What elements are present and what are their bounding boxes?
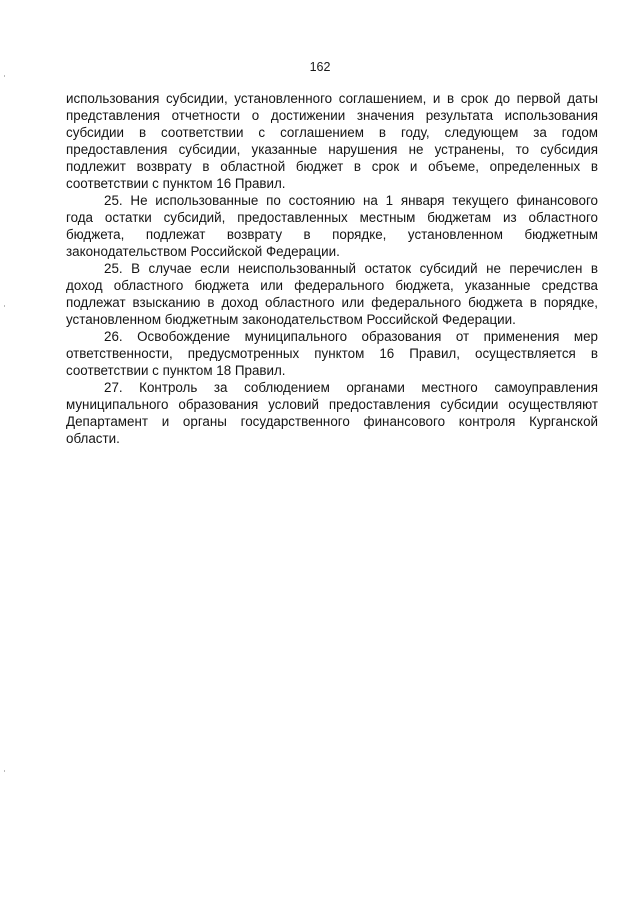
text-line: 27. Контроль за соблюдением органами местного самоуправления <box>104 380 598 395</box>
scan-margin-mark <box>4 770 5 772</box>
text-line: муниципального образования условий предоставления субсидии осуществляют <box>66 397 598 412</box>
text-line: предоставления субсидии, указанные нарушения не устранены, то субсидия <box>66 142 598 157</box>
text-line: 25. Не использованные по состоянию на 1 января текущего финансового <box>104 193 598 208</box>
text-line: подлежат взысканию в доход областного или федерального бюджета в порядке, <box>66 295 598 310</box>
text-line: законодательством Российской Федерации. <box>66 244 340 259</box>
text-line: 26. Освобождение муниципального образования от применения мер <box>104 329 598 344</box>
scan-margin-mark <box>4 75 5 77</box>
text-line: установленном бюджетным законодательством Российской Федерации. <box>66 312 516 327</box>
text-line: соответствии с пунктом 16 Правил. <box>66 176 286 191</box>
text-line: доход областного бюджета или федерального бюджета, указанные средства <box>66 278 598 293</box>
text-line: ответственности, предусмотренных пунктом 16 Правил, осуществляется в <box>66 346 598 361</box>
text-line: использования субсидии, установленного соглашением, и в срок до первой даты <box>66 91 598 106</box>
text-line: субсидии в соответствии с соглашением в году, следующем за годом <box>66 125 598 140</box>
text-line: области. <box>66 431 120 446</box>
text-line: Департамент и органы государственного финансового контроля Курганской <box>66 414 598 429</box>
text-line: года остатки субсидий, предоставленных местным бюджетам из областного <box>66 210 598 225</box>
page-number: 162 <box>309 60 331 74</box>
text-line: соответствии с пунктом 18 Правил. <box>66 363 286 378</box>
text-line: 25. В случае если неиспользованный остаток субсидий не перечислен в <box>104 261 598 276</box>
text-line: представления отчетности о достижении значения результата использования <box>66 108 598 123</box>
text-line: бюджета, подлежат возврату в порядке, установленном бюджетным <box>66 227 598 242</box>
text-line: подлежит возврату в областной бюджет в срок и объеме, определенных в <box>66 159 598 174</box>
scan-margin-mark <box>4 305 5 307</box>
